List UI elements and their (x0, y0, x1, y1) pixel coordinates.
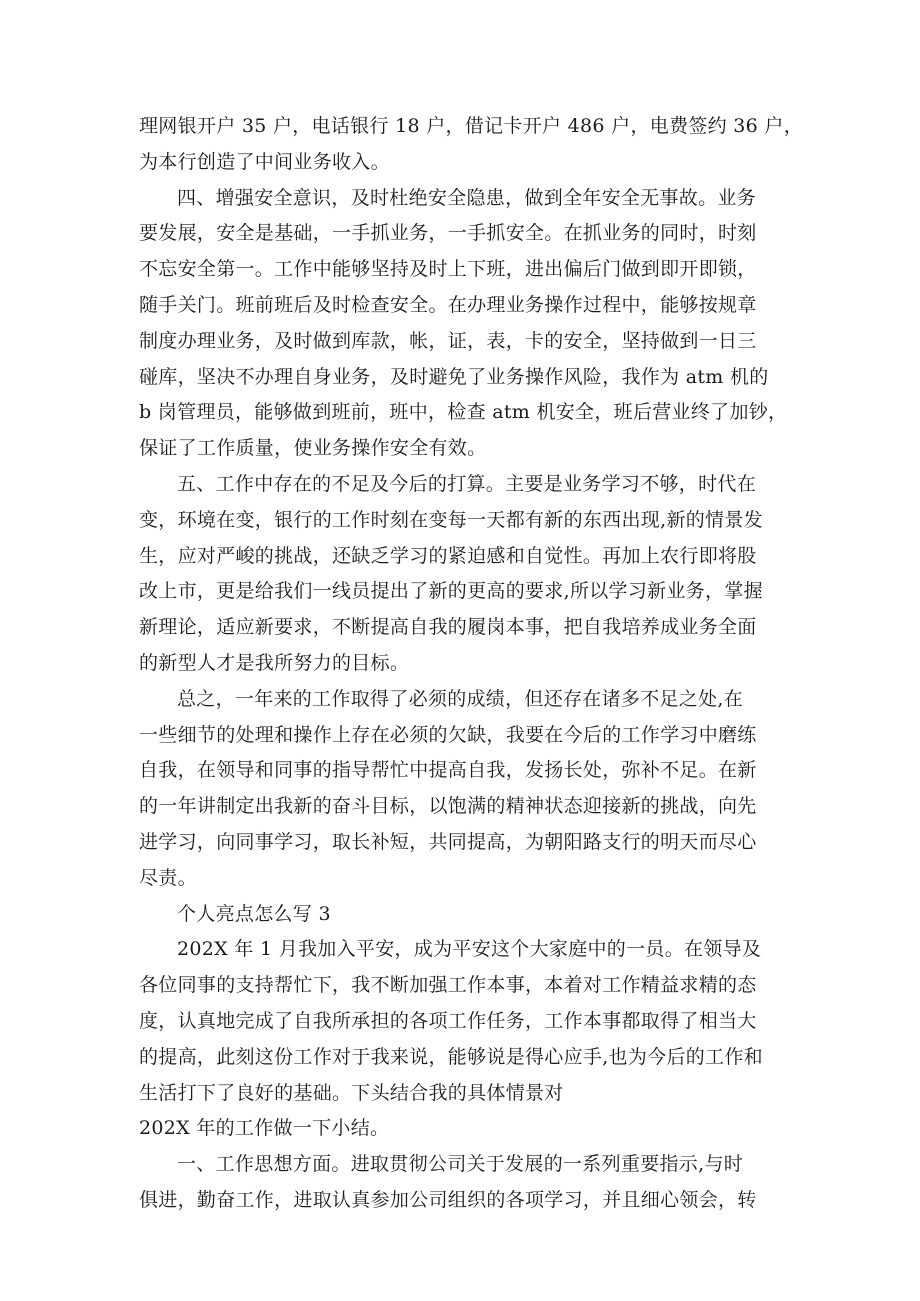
text-line: 制度办理业务，及时做到库款，帐，证，表，卡的安全，坚持做到一日三 (139, 329, 757, 352)
text-line: 不忘安全第一。工作中能够坚持及时上下班，进出偏后门做到即开即锁， (139, 258, 757, 281)
text-line: 理网银开户 35 户，电话银行 18 户，借记卡开户 486 户，电费签约 36 户， (139, 115, 804, 137)
text-line: 的新型人才是我所努力的目标。 (139, 651, 410, 674)
text-line: 自我，在领导和同事的指导帮忙中提高自我，发扬长处，弥补不足。在新 (139, 759, 757, 782)
text-line: 五、工作中存在的不足及今后的打算。主要是业务学习不够，时代在 (177, 472, 757, 495)
text-line: 四、增强安全意识，及时杜绝安全隐患，做到全年安全无事故。业务 (177, 186, 757, 209)
document-body (139, 109, 804, 1219)
text-line: 改上市，更是给我们一线员提出了新的更高的要求,所以学习新业务，掌握 (139, 580, 763, 603)
text-line: 尽责。 (139, 866, 197, 889)
text-line: b 岗管理员，能够做到班前，班中，检查 atm 机安全，班后营业终了加钞， (139, 401, 788, 424)
text-line: 碰库，坚决不办理自身业务，及时避免了业务操作风险，我作为 atm 机的 (139, 365, 769, 388)
text-line: 202X 年的工作做一下小结。 (139, 1117, 390, 1140)
text-line: 总之，一年来的工作取得了必须的成绩，但还存在诸多不足之处,在 (177, 687, 744, 710)
text-line: 生活打下了良好的基础。下头结合我的具体情景对 (139, 1081, 564, 1104)
text-line: 生，应对严峻的挑战，还缺乏学习的紧迫感和自觉性。再加上农行即将股 (139, 544, 757, 567)
text-line: 为本行创造了中间业务收入。 (139, 150, 390, 173)
text-line: 一些细节的处理和操作上存在必须的欠缺，我要在今后的工作学习中磨练 (139, 723, 757, 746)
text-line: 一、工作思想方面。进取贯彻公司关于发展的一系列重要指示,与时 (177, 1153, 744, 1176)
text-line: 202X 年 1 月我加入平安，成为平安这个大家庭中的一员。在领导及 (177, 938, 762, 961)
text-line: 的提高，此刻这份工作对于我来说，能够说是得心应手,也为今后的工作和 (139, 1045, 763, 1068)
text-line: 的一年讲制定出我新的奋斗目标，以饱满的精神状态迎接新的挑战，向先 (139, 795, 757, 818)
text-line: 要发展，安全是基础，一手抓业务，一手抓安全。在抓业务的同时，时刻 (139, 222, 757, 245)
text-line: 变，环境在变，银行的工作时刻在变每一天都有新的东西出现,新的情景发 (139, 508, 763, 531)
text-line: 随手关门。班前班后及时检查安全。在办理业务操作过程中，能够按规章 (139, 293, 757, 316)
text-line: 各位同事的支持帮忙下，我不断加强工作本事，本着对工作精益求精的态 (139, 974, 757, 997)
text-line: 俱进，勤奋工作，进取认真参加公司组织的各项学习，并且细心领会，转 (139, 1188, 757, 1211)
text-line: 保证了工作质量，使业务操作安全有效。 (139, 437, 487, 460)
text-line: 度，认真地完成了自我所承担的各项工作任务，工作本事都取得了相当大 (139, 1009, 757, 1032)
text-line: 新理论，适应新要求，不断提高自我的履岗本事，把自我培养成业务全面 (139, 616, 757, 639)
text-line: 进学习，向同事学习，取长补短，共同提高，为朝阳路支行的明天而尽心 (139, 830, 757, 853)
text-line: 个人亮点怎么写 3 (177, 902, 331, 925)
